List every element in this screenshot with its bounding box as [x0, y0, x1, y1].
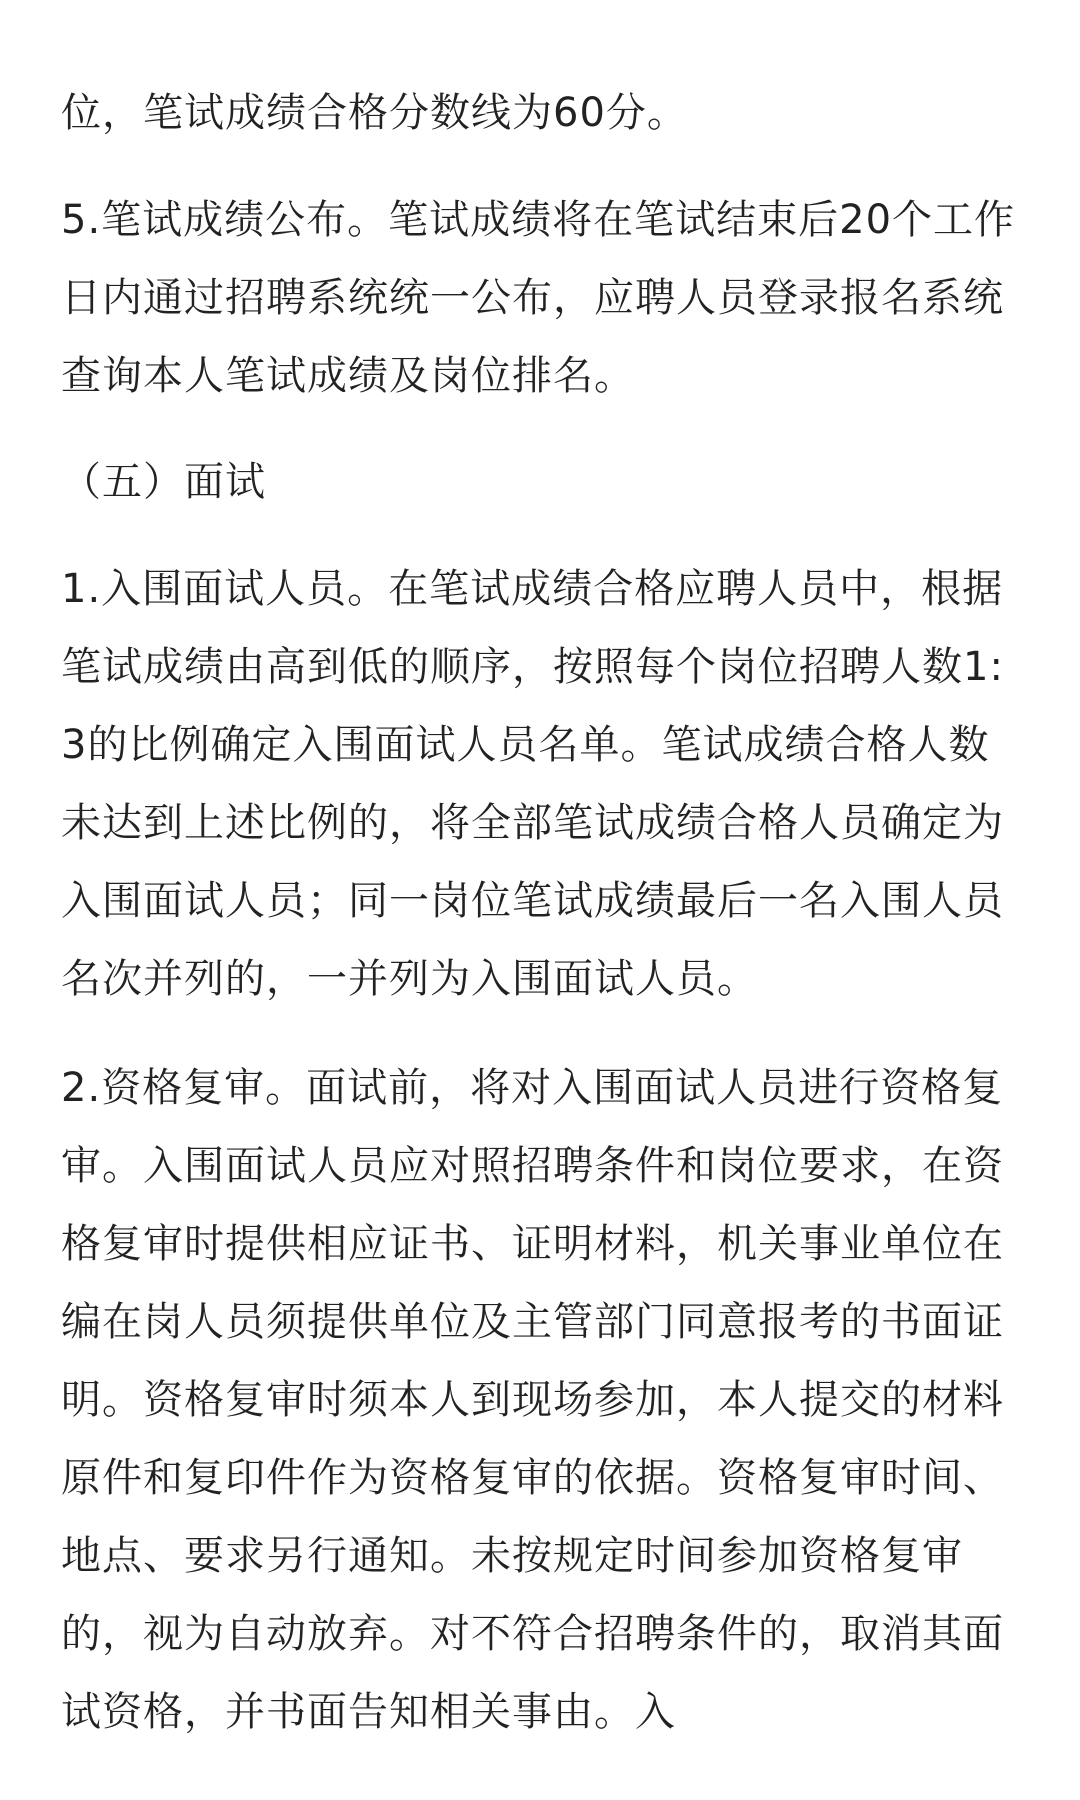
- paragraph-written-exam-results: 5.笔试成绩公布。笔试成绩将在笔试结束后20个工作日内通过招聘系统统一公布，应聘人员登录报名系统查询本人笔试成绩及岗位排名。: [61, 197, 1016, 399]
- paragraph-qualification-review: 2.资格复审。面试前，将对入围面试人员进行资格复审。入围面试人员应对照招聘条件和岗位要求，在资格复审时提供相应证书、证明材料，机关事业单位在编在岗人员须提供单位及主管部门同意报考的书面证明。资格复审时须本人到现场参加，本人提交的材料原件和复印件作为资格复审的依据。资格复审时间、地点、要求另行通知。未按规定时间参加资格复审的，视为自动放弃。对不符合招聘条件的，取消其面试资格，并书面告知相关事由。入: [61, 1065, 1004, 1735]
- section-heading-interview: （五）面试: [61, 459, 266, 505]
- paragraph-interview-shortlist: 1.入围面试人员。在笔试成绩合格应聘人员中，根据笔试成绩由高到低的顺序，按照每个岗位招聘人数1:3的比例确定入围面试人员名单。笔试成绩合格人数未达到上述比例的，将全部笔试成绩合格人员确定为入围面试人员；同一岗位笔试成绩最后一名入围人员名次并列的，一并列为入围面试人员。: [61, 566, 1004, 1002]
- paragraph-written-exam-pass-line: 位，笔试成绩合格分数线为60分。: [61, 90, 688, 136]
